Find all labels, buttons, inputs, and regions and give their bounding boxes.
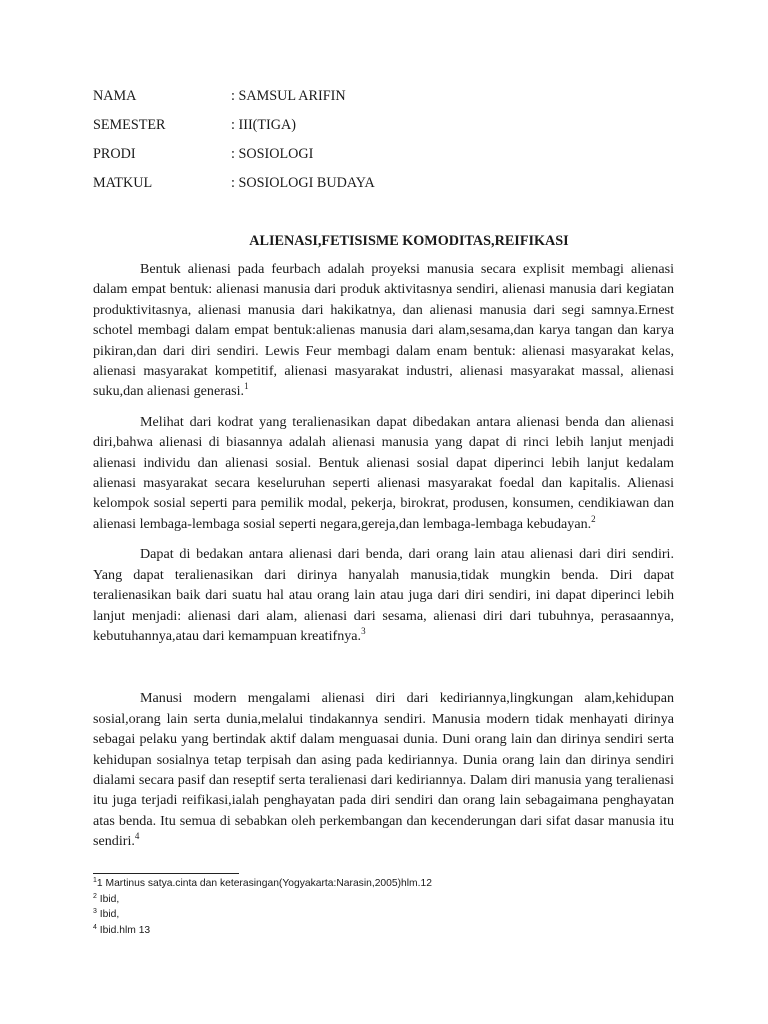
- footnote-4: [93, 923, 432, 939]
- footnote-2: [93, 892, 432, 908]
- paragraph-text: Manusi modern mengalami alienasi diri dari kediriannya,lingkungan alam,kehidupan sosial,orang lain serta dunia,melalui tindakannya sendiri. Manusia modern tidak menhayati dirinya sebagai pelaku yang bertindak aktif dalam menguasai dunia. Duni orang lain dan dirinya sendiri serta kehidupan sosialnya tetap terpisah dan asing pada kediriannya. Dunia orang lain dan dirinya sendiri dialami secara pasif dan reseptif serta teralienasi dari kediriannya. Dalam diri manusia yang teralienasi itu juga terjadi reifikasi,ialah penghayatan pada diri sendiri dan orang lain sebagaimana penghayatan atas benda. Itu semua di sebabkan oleh perkembangan dan kecenderungan dari sifat dasar manusia itu sendiri.: [93, 690, 674, 850]
- footnote-text: Ibid.hlm 13: [99, 924, 151, 936]
- paragraph-text: Bentuk alienasi pada feurbach adalah proyeksi manusia secara explisit membagi alienasi dalam empat bentuk: alienasi manusia dari produk aktivitasnya sendiri, alienasi manusia dari kegiatan produktivitasnya, alienasi manusia dari hakikatnya, dan alienasi manusia dari segi samnya.Ernest schotel membagi dalam empat bentuk:alienas manusia dari alam,sesama,dan karya tangan dan karya pikiran,dan dari diri sendiri. Lewis Feur membagi dalam enam bentuk: alienasi masyarakat kelas, alienasi masyarakat kompetitif, alienasi masyarakat industri, alienasi masyarakat massal, alienasi suku,dan alienasi generasi.: [93, 261, 674, 400]
- paragraph-3: [93, 544, 674, 646]
- footnote-number: 3: [93, 908, 97, 915]
- footnote-3: [93, 907, 432, 923]
- footnote-separator: [93, 873, 239, 874]
- paragraph-1: [93, 259, 674, 402]
- info-label: PRODI: [93, 146, 136, 162]
- document-title: ALIENASI,FETISISME KOMODITAS,REIFIKASI: [249, 233, 569, 249]
- footnote-ref: 2: [591, 513, 596, 524]
- info-value: : III(TIGA): [231, 117, 296, 133]
- paragraph-text: Dapat di bedakan antara alienasi dari benda, dari orang lain atau alienasi dari diri sendiri. Yang dapat teralienasikan dari dirinya hanyalah manusia,tidak mungkin benda. Diri dapat teralienasikan baik dari suatu hal atau orang lain atau juga dari diri sendiri, ini dapat diperinci lebih lanjut menjadi: alienasi dari alam, alienasi dari sesama, alienasi diri dari tubuhnya, perasaannya, kebutuhannya,atau dari kemampuan kreatifnya.: [93, 546, 674, 644]
- info-label: SEMESTER: [93, 117, 166, 133]
- footnote-text: 1 Martinus satya.cinta dan keterasingan(Yogyakarta:Narasin,2005)hlm.12: [96, 878, 432, 889]
- footnote-1: [93, 876, 432, 892]
- info-row-prodi: [93, 144, 375, 173]
- footnote-number: 1: [93, 877, 97, 884]
- footnote-ref: 4: [134, 831, 140, 842]
- paragraph-4: [93, 688, 674, 851]
- paragraph-2: [93, 412, 674, 534]
- footnote-number: 4: [93, 923, 97, 931]
- info-row-semester: [93, 115, 375, 144]
- info-row-nama: [93, 86, 375, 115]
- info-value: : SAMSUL ARIFIN: [231, 88, 346, 104]
- info-value: : SOSIOLOGI BUDAYA: [231, 175, 375, 191]
- info-row-matkul: [93, 173, 375, 202]
- footnotes: [93, 876, 432, 938]
- info-label: MATKUL: [93, 175, 153, 191]
- footnote-ref: 3: [361, 625, 366, 636]
- footnote-ref: 1: [244, 381, 249, 392]
- info-value: : SOSIOLOGI: [231, 146, 314, 162]
- paragraph-text: Melihat dari kodrat yang teralienasikan dapat dibedakan antara alienasi benda dan alienasi diri,bahwa alienasi di biasannya adalah alienasi manusia yang dapat di rinci lebih lanjut menjadi alienasi individu dan alienasi sosial. Bentuk alienasi sosial dapat diperinci lebih lanjut kedalam alienasi masyarakat secara keseluruhan seperti alienasi masyarakat foedal dan kapitalis. Alienasi kelompok sosial seperti para pemilik modal, pekerja, birokrat, produsen, konsumen, cendikiawan dan alienasi lembaga-lembaga sosial seperti negara,gereja,dan lembaga-lembaga kebudayan.: [93, 413, 674, 532]
- info-label: NAMA: [93, 88, 137, 104]
- footnote-text: Ibid,: [99, 909, 120, 920]
- document-body: [93, 259, 674, 852]
- footnote-number: 2: [93, 892, 97, 900]
- footnote-text: Ibid,: [99, 893, 120, 905]
- student-info: [93, 86, 375, 202]
